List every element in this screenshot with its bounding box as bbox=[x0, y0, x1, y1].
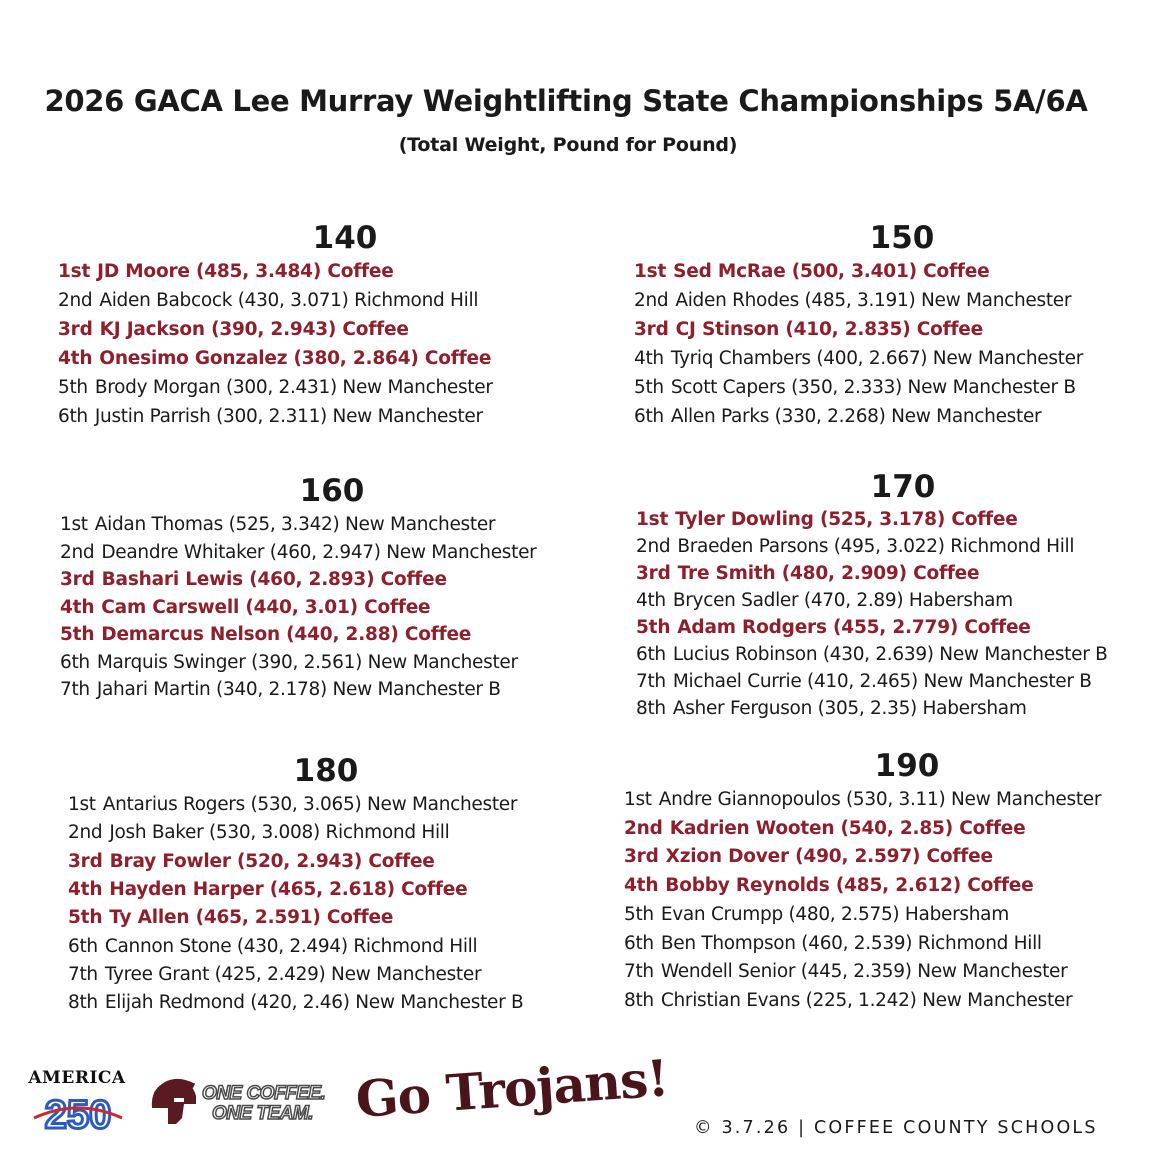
place-label: 1st bbox=[624, 789, 652, 810]
athlete-result: Antarius Rogers (530, 3.065) New Manchester bbox=[102, 794, 518, 815]
athlete-result: Andre Giannopoulos (530, 3.11) New Manchester bbox=[658, 789, 1102, 810]
athlete-result: Elijah Redmond (420, 2.46) New Manchester B bbox=[104, 992, 524, 1014]
result-row bbox=[624, 789, 1101, 810]
result-row bbox=[624, 990, 1072, 1011]
result-row bbox=[634, 290, 1071, 311]
weight-class-heading: 160 bbox=[299, 473, 365, 509]
result-row bbox=[634, 319, 983, 340]
result-row bbox=[636, 671, 1092, 692]
result-row bbox=[634, 406, 1041, 427]
place-label: 1st bbox=[636, 509, 669, 530]
athlete-result: Justin Parrish (300, 2.311) New Manchester bbox=[94, 406, 483, 427]
athlete-result: Evan Crumpp (480, 2.575) Habersham bbox=[660, 903, 1009, 925]
athlete-result: Asher Ferguson (305, 2.35) Habersham bbox=[672, 698, 1027, 719]
athlete-result: Kadrien Wooten (540, 2.85) Coffee bbox=[669, 817, 1026, 839]
athlete-result: Tyriq Chambers (400, 2.667) New Manchester bbox=[670, 348, 1084, 369]
place-label: 6th bbox=[624, 932, 654, 954]
athlete-result: Aiden Babcock (430, 3.071) Richmond Hill bbox=[99, 290, 479, 311]
athlete-result: Cam Carswell (440, 3.01) Coffee bbox=[101, 596, 431, 618]
result-row bbox=[68, 936, 477, 957]
athlete-result: Josh Baker (530, 3.008) Richmond Hill bbox=[109, 822, 450, 844]
athlete-result: Xzion Dover (490, 2.597) Coffee bbox=[665, 846, 993, 868]
athlete-result: Wendell Senior (445, 2.359) New Manchester bbox=[660, 961, 1068, 983]
weight-class-heading: 150 bbox=[869, 220, 935, 256]
place-label: 3rd bbox=[68, 850, 103, 872]
result-row bbox=[636, 536, 1074, 557]
america-250-logo bbox=[28, 1068, 128, 1138]
place-label: 4th bbox=[636, 590, 666, 611]
result-row bbox=[60, 652, 518, 673]
place-label: 6th bbox=[634, 406, 664, 427]
place-label: 5th bbox=[636, 617, 671, 638]
athlete-result: Demarcus Nelson (440, 2.88) Coffee bbox=[101, 624, 472, 645]
trojan-helmet-icon bbox=[146, 1074, 200, 1130]
place-label: 3rd bbox=[636, 563, 671, 584]
result-row bbox=[58, 377, 493, 398]
place-label: 2nd bbox=[68, 822, 103, 844]
place-label: 5th bbox=[68, 907, 103, 929]
result-row bbox=[624, 961, 1067, 982]
result-row bbox=[68, 822, 449, 843]
result-row bbox=[68, 964, 481, 985]
result-row bbox=[58, 406, 483, 427]
place-label: 6th bbox=[60, 651, 90, 673]
place-label: 2nd bbox=[634, 290, 669, 311]
place-label: 7th bbox=[60, 679, 90, 700]
athlete-result: Marquis Swinger (390, 2.561) New Manchester bbox=[96, 651, 518, 673]
slogan-line-1: ONE COFFEE. bbox=[202, 1083, 326, 1104]
place-label: 1st bbox=[68, 794, 96, 815]
place-label: 8th bbox=[636, 698, 666, 719]
athlete-result: Brody Morgan (300, 2.431) New Manchester bbox=[94, 377, 493, 398]
place-label: 1st bbox=[634, 261, 667, 282]
athlete-result: Sed McRae (500, 3.401) Coffee bbox=[673, 261, 990, 282]
weight-class-heading: 190 bbox=[874, 748, 940, 784]
result-row bbox=[636, 590, 1013, 611]
result-row bbox=[68, 992, 523, 1013]
place-label: 7th bbox=[636, 671, 666, 692]
athlete-result: Lucius Robinson (430, 2.639) New Manchester B bbox=[672, 644, 1108, 665]
place-label: 4th bbox=[68, 878, 103, 900]
place-label: 6th bbox=[636, 644, 666, 665]
result-row bbox=[68, 794, 517, 815]
athlete-result: Scott Capers (350, 2.333) New Manchester B bbox=[670, 377, 1076, 398]
athlete-result: Deandre Whitaker (460, 2.947) New Manchester bbox=[101, 541, 537, 563]
place-label: 4th bbox=[634, 348, 664, 369]
result-row bbox=[68, 907, 393, 928]
athlete-result: Aiden Rhodes (485, 3.191) New Manchester bbox=[675, 290, 1072, 311]
athlete-result: Hayden Harper (465, 2.618) Coffee bbox=[109, 878, 468, 900]
place-label: 5th bbox=[58, 377, 88, 398]
result-row bbox=[636, 644, 1107, 665]
result-row bbox=[60, 514, 495, 535]
place-label: 7th bbox=[624, 961, 654, 983]
weight-class-heading: 170 bbox=[870, 469, 936, 505]
athlete-result: CJ Stinson (410, 2.835) Coffee bbox=[675, 319, 983, 340]
place-label: 5th bbox=[624, 903, 654, 925]
athlete-result: Jahari Martin (340, 2.178) New Manchester B bbox=[96, 679, 501, 700]
result-row bbox=[624, 875, 1034, 896]
result-row bbox=[60, 679, 501, 700]
result-row bbox=[58, 348, 491, 369]
athlete-result: Brycen Sadler (470, 2.89) Habersham bbox=[672, 590, 1013, 611]
result-row bbox=[60, 624, 471, 645]
result-row bbox=[634, 377, 1076, 398]
athlete-result: JD Moore (485, 3.484) Coffee bbox=[97, 261, 394, 282]
slogan-line-2: ONE TEAM. bbox=[212, 1103, 314, 1124]
athlete-result: Ty Allen (465, 2.591) Coffee bbox=[109, 907, 394, 929]
result-row bbox=[636, 509, 1018, 530]
athlete-result: Onesimo Gonzalez (380, 2.864) Coffee bbox=[99, 348, 492, 369]
place-label: 3rd bbox=[624, 846, 659, 868]
place-label: 4th bbox=[58, 348, 93, 369]
place-label: 3rd bbox=[60, 569, 95, 590]
weight-class-heading: 180 bbox=[293, 753, 359, 789]
athlete-result: Bray Fowler (520, 2.943) Coffee bbox=[109, 850, 435, 872]
result-row bbox=[58, 261, 394, 282]
svg-text:250: 250 bbox=[44, 1093, 112, 1136]
america-250-graphic bbox=[28, 1088, 128, 1136]
page-subtitle: (Total Weight, Pound for Pound) bbox=[398, 134, 738, 156]
athlete-result: Cannon Stone (430, 2.494) Richmond Hill bbox=[104, 935, 478, 957]
place-label: 2nd bbox=[624, 817, 663, 839]
result-row bbox=[634, 261, 989, 282]
result-row bbox=[60, 597, 430, 618]
place-label: 7th bbox=[68, 963, 98, 985]
athlete-result: Bobby Reynolds (485, 2.612) Coffee bbox=[665, 875, 1034, 897]
athlete-result: Christian Evans (225, 1.242) New Manchester bbox=[660, 989, 1073, 1011]
place-label: 5th bbox=[634, 377, 664, 398]
result-row bbox=[624, 818, 1026, 839]
result-row bbox=[624, 933, 1042, 954]
result-row bbox=[636, 617, 1031, 638]
athlete-result: Tyree Grant (425, 2.429) New Manchester bbox=[104, 963, 482, 985]
america-text: AMERICA bbox=[28, 1068, 126, 1088]
place-label: 2nd bbox=[60, 541, 95, 563]
athlete-result: Braeden Parsons (495, 3.022) Richmond Hill bbox=[677, 536, 1075, 557]
place-label: 3rd bbox=[58, 319, 93, 340]
result-row bbox=[636, 698, 1027, 719]
place-label: 4th bbox=[624, 875, 659, 897]
place-label: 2nd bbox=[58, 290, 93, 311]
place-label: 6th bbox=[58, 406, 88, 427]
result-row bbox=[634, 348, 1083, 369]
athlete-result: KJ Jackson (390, 2.943) Coffee bbox=[99, 319, 409, 340]
athlete-result: Ben Thompson (460, 2.539) Richmond Hill bbox=[660, 932, 1042, 954]
place-label: 3rd bbox=[634, 319, 669, 340]
athlete-result: Tyler Dowling (525, 3.178) Coffee bbox=[675, 509, 1018, 530]
result-row bbox=[636, 563, 979, 584]
page-title: 2026 GACA Lee Murray Weightlifting State Championships 5A/6A bbox=[44, 84, 1088, 118]
result-row bbox=[60, 542, 536, 563]
trojan-slogan-logo bbox=[146, 1074, 341, 1134]
result-row bbox=[58, 319, 409, 340]
athlete-result: Tre Smith (480, 2.909) Coffee bbox=[677, 563, 980, 584]
result-row bbox=[624, 904, 1009, 925]
athlete-result: Adam Rodgers (455, 2.779) Coffee bbox=[677, 617, 1031, 638]
place-label: 1st bbox=[60, 514, 88, 535]
result-row bbox=[68, 851, 435, 872]
result-row bbox=[68, 879, 467, 900]
result-row bbox=[60, 569, 447, 590]
go-trojans-wordmark: Go Trojans! bbox=[353, 1048, 670, 1129]
place-label: 4th bbox=[60, 596, 95, 618]
athlete-result: Bashari Lewis (460, 2.893) Coffee bbox=[101, 569, 447, 590]
place-label: 8th bbox=[624, 989, 654, 1011]
weight-class-heading: 140 bbox=[312, 220, 378, 256]
athlete-result: Michael Currie (410, 2.465) New Manchester B bbox=[672, 671, 1092, 692]
athlete-result: Allen Parks (330, 2.268) New Manchester bbox=[670, 406, 1042, 427]
place-label: 8th bbox=[68, 992, 98, 1014]
footer-credit: © 3.7.26 | COFFEE COUNTY SCHOOLS bbox=[694, 1118, 1098, 1138]
athlete-result: Aidan Thomas (525, 3.342) New Manchester bbox=[94, 514, 496, 535]
place-label: 2nd bbox=[636, 536, 671, 557]
result-row bbox=[624, 846, 993, 867]
place-label: 5th bbox=[60, 624, 95, 645]
result-row bbox=[58, 290, 478, 311]
place-label: 1st bbox=[58, 261, 91, 282]
place-label: 6th bbox=[68, 935, 98, 957]
